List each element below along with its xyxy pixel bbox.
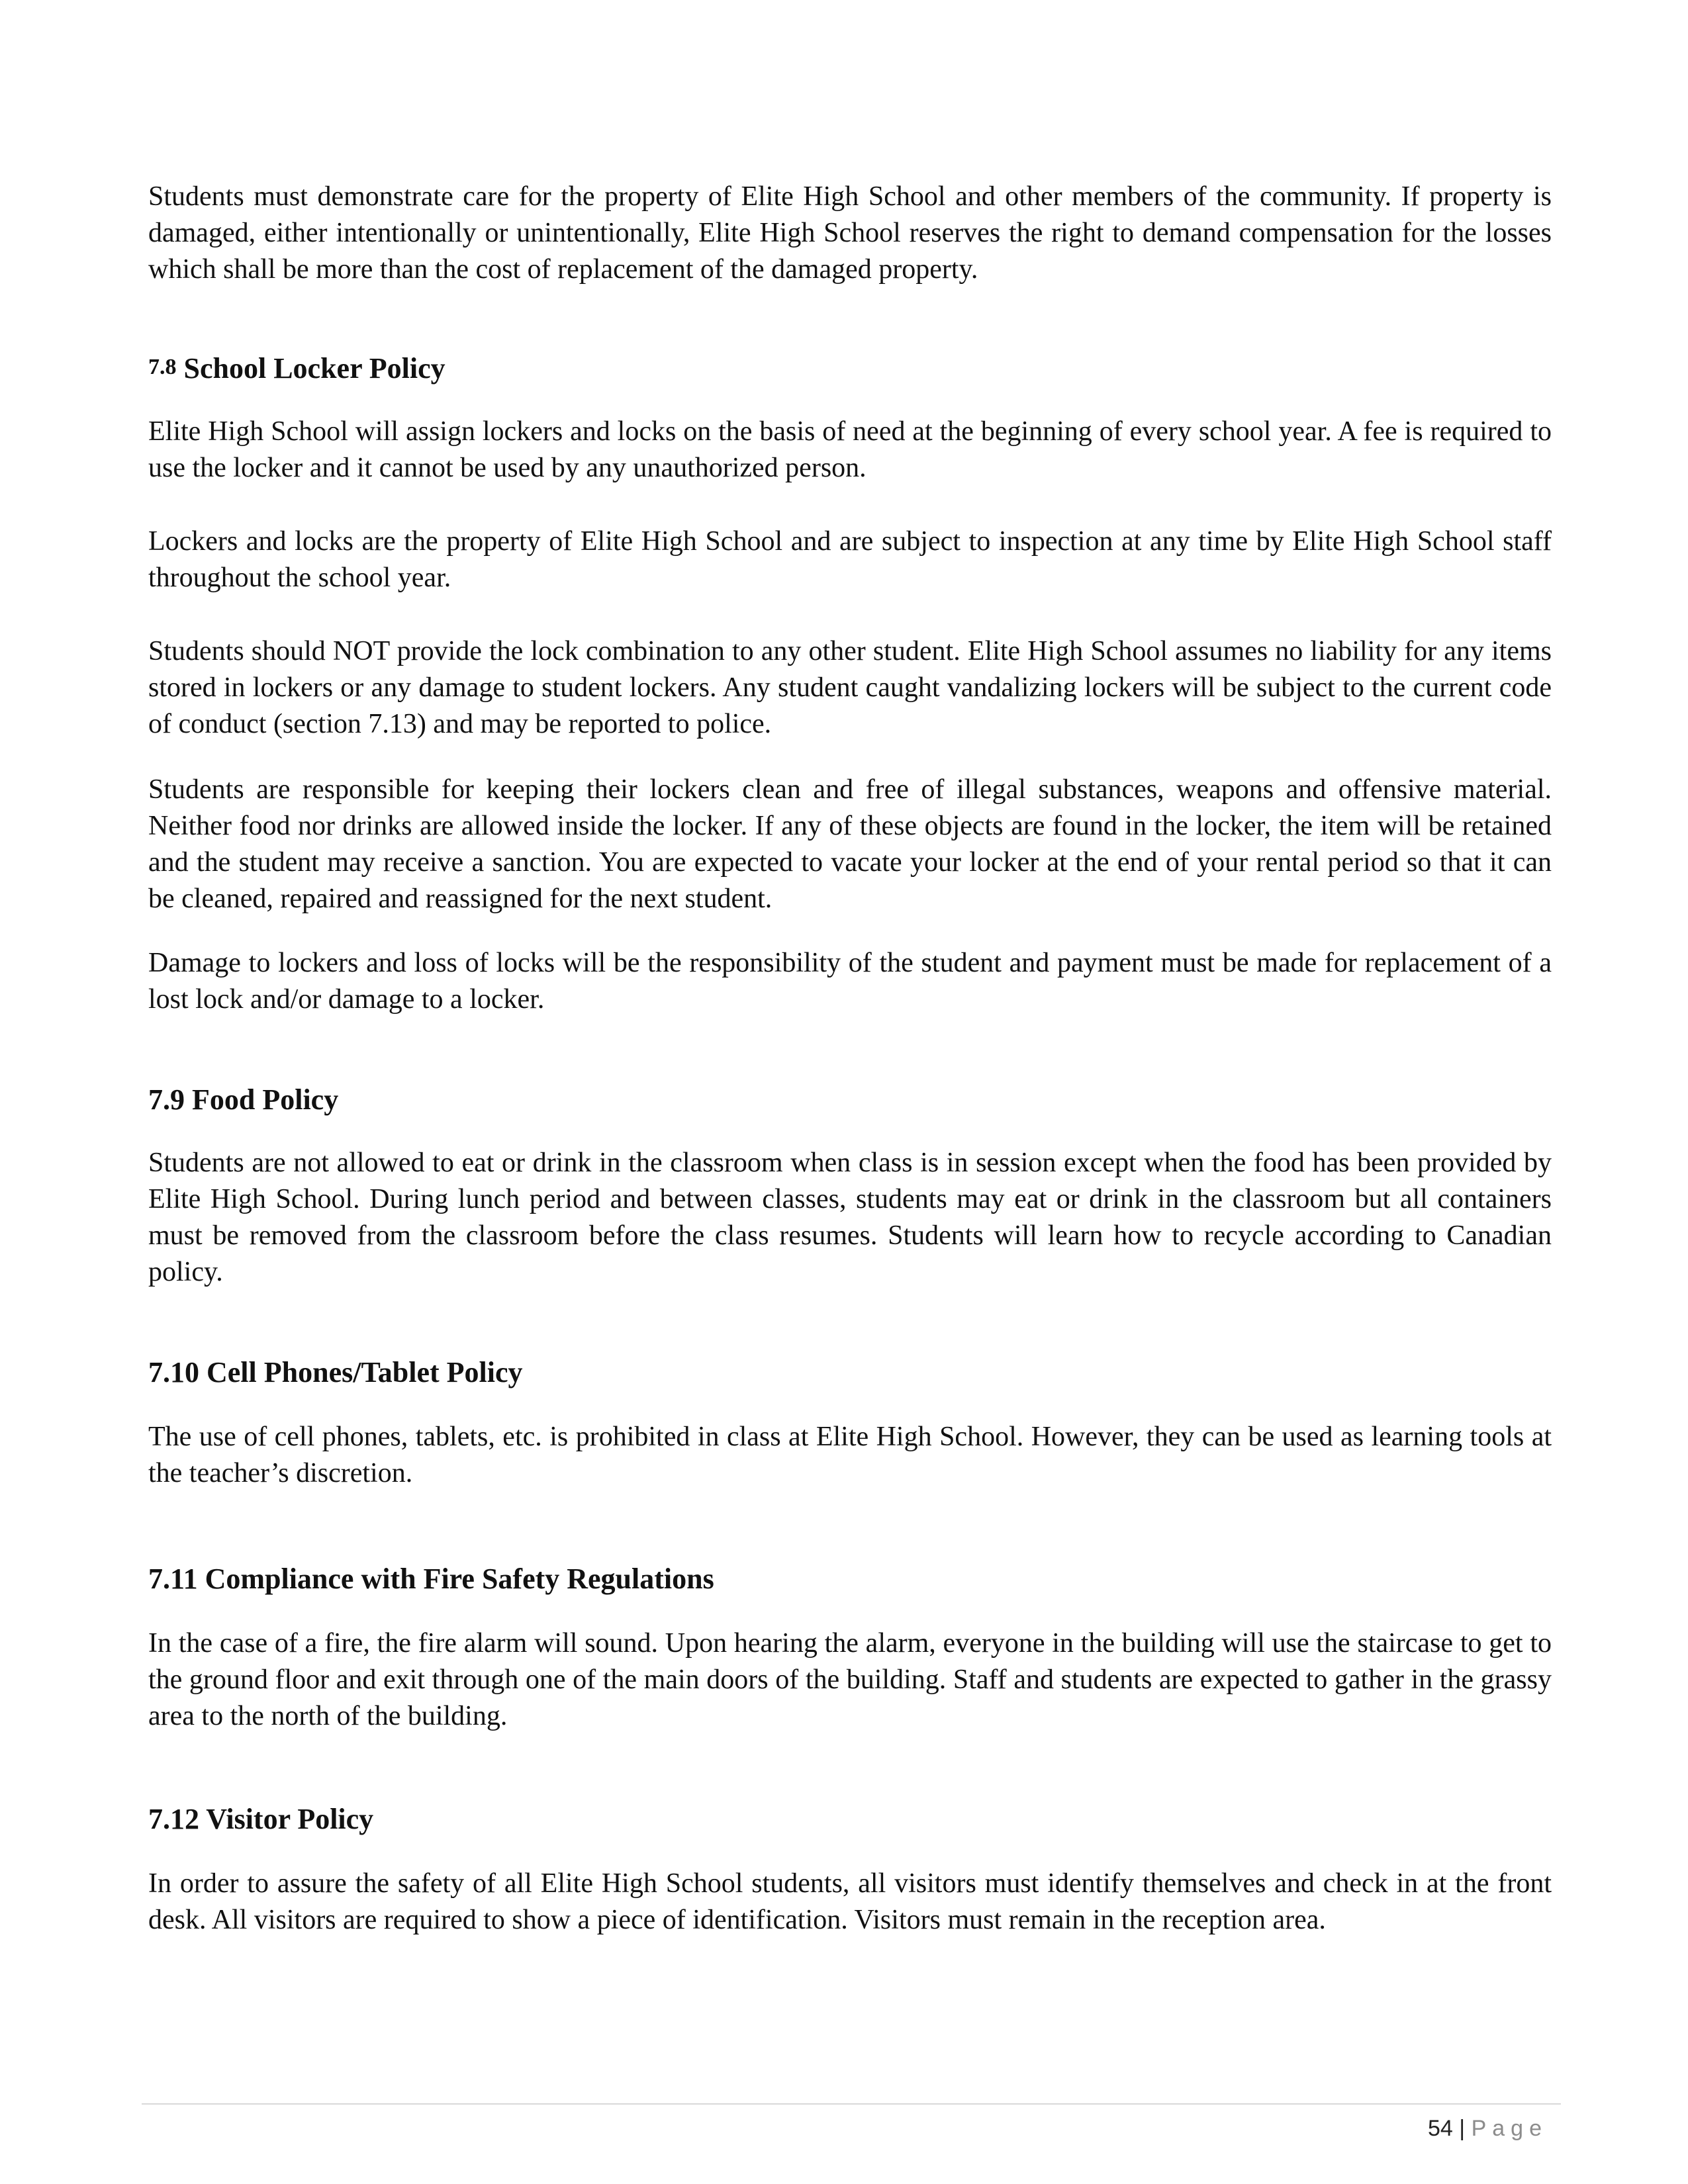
section-number: 7.8 [148,355,177,379]
section-7-8-paragraph-4: Students are responsible for keeping their lockers clean and free of illegal substances, weapons and offensive material. Neither food nor drinks are allowed inside the locker. If any of these objects are found in the locker, the item will be retained and the student may receive a sanction. You are expected to vacate your locker at the end of your rental period so that it can be cleaned, repaired and reassigned for the next student. [148,774,1552,914]
intro-paragraph: Students must demonstrate care for the property of Elite High School and other members of the community. If property is damaged, either intentionally or unintentionally, Elite High School reserves the right to demand compensation for the losses which shall be more than the cost of replacement of the damaged property. [148,181,1552,285]
section-heading-7-9 [148,1081,1552,1118]
section-title: Cell Phones/Tablet Policy [207,1356,523,1388]
page-label: Page [1471,2116,1548,2141]
section-heading-7-8 [148,349,1552,387]
section-number: 7.11 [148,1563,198,1595]
section-7-8-paragraph-3: Students should NOT provide the lock combination to any other student. Elite High School assumes no liability for any items stored in lockers or any damage to student lockers. Any student caught vandalizing lockers will be subject to the current code of conduct (section 7.13) and may be reported to police. [148,636,1552,739]
footer-separator: | [1459,2116,1466,2141]
section-number: 7.12 [148,1803,199,1835]
section-heading-7-11 [148,1561,1552,1598]
section-7-11-paragraph-1: In the case of a fire, the fire alarm will sound. Upon hearing the alarm, everyone in the building will use the staircase to get to the ground floor and exit through one of the main doors of the building. Staff and students are expected to gather in the grassy area to the north of the building. [148,1628,1552,1731]
page-footer [1428,2115,1548,2142]
section-heading-7-12 [148,1801,1552,1838]
page-number: 54 [1428,2116,1453,2141]
section-number: 7.10 [148,1356,199,1388]
section-title: Food Policy [192,1083,339,1116]
section-number: 7.9 [148,1083,185,1116]
section-title: Compliance with Fire Safety Regulations [205,1563,714,1595]
section-7-8-paragraph-1: Elite High School will assign lockers and locks on the basis of need at the beginning of every school year. A fee is required to use the locker and it cannot be used by any unauthorized person. [148,416,1552,483]
section-heading-7-10 [148,1354,1552,1391]
section-7-8-paragraph-2: Lockers and locks are the property of Elite High School and are subject to inspection at any time by Elite High School staff throughout the school year. [148,526,1552,593]
section-7-12-paragraph-1: In order to assure the safety of all Elite High School students, all visitors must identify themselves and check in at the front desk. All visitors are required to show a piece of identification. Visitors must remain in the reception area. [148,1868,1552,1935]
section-7-9-paragraph-1: Students are not allowed to eat or drink in the classroom when class is in session except when the food has been provided by Elite High School. During lunch period and between classes, students may eat or drink in the classroom but all containers must be removed from the classroom before the class resumes. Students will learn how to recycle according to Canadian policy. [148,1148,1552,1287]
section-7-10-paragraph-1: The use of cell phones, tablets, etc. is prohibited in class at Elite High School. However, they can be used as learning tools at the teacher’s discretion. [148,1422,1552,1488]
footer-divider [142,2103,1561,2105]
section-title: Visitor Policy [206,1803,374,1835]
section-title: School Locker Policy [183,352,445,385]
section-7-8-paragraph-5: Damage to lockers and loss of locks will be the responsibility of the student and payment must be made for replacement of a lost lock and/or damage to a locker. [148,948,1552,1015]
document-page [148,179,1552,1938]
